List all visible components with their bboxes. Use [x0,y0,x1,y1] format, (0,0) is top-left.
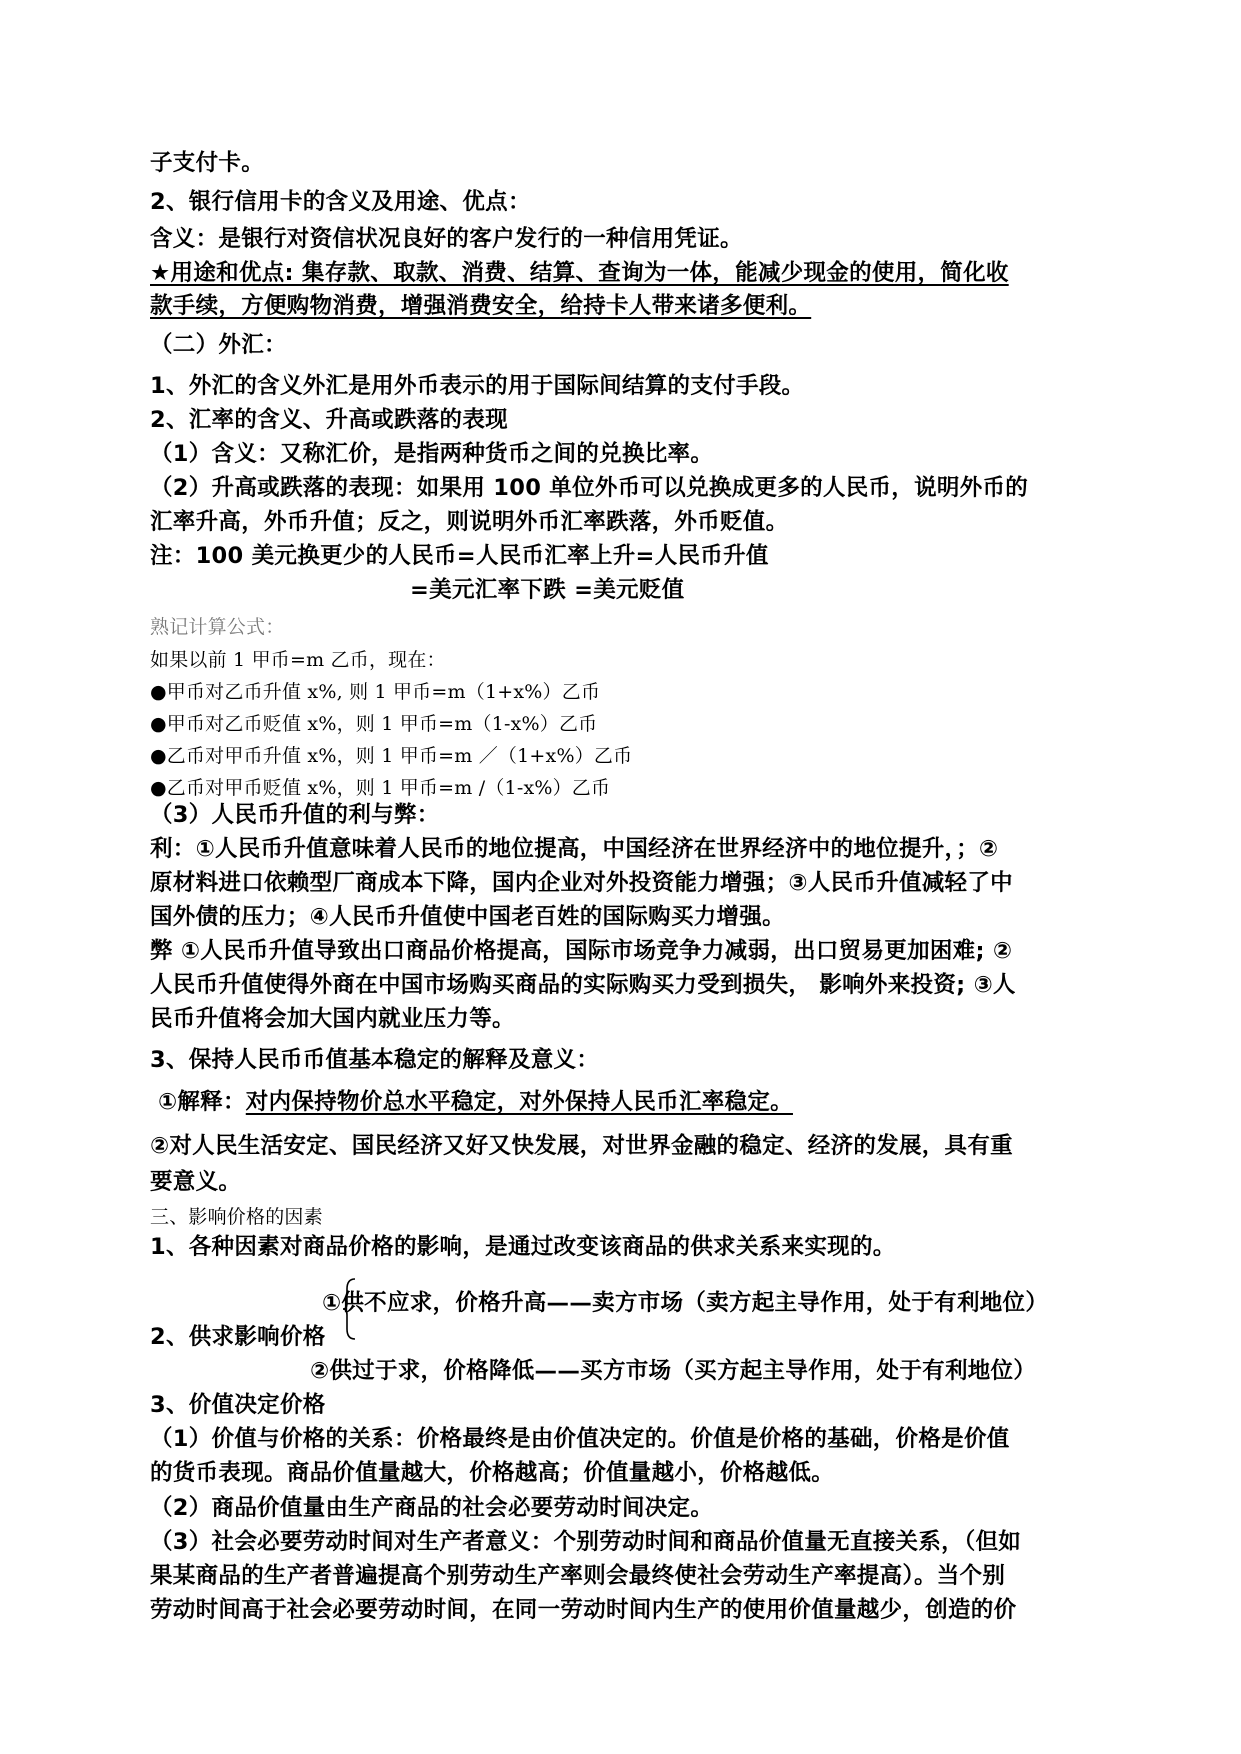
note-line: 注：100 美元换更少的人民币=人民币汇率上升=人民币升值 [150,543,769,569]
text-line: 要意义。 [150,1169,242,1195]
formula-heading: 熟记计算公式： [150,616,285,638]
text-line: 果某商品的生产者普遍提高个别劳动生产率则会最终使社会劳动生产率提高）。当个别 [150,1563,1006,1589]
text-line: 汇率升高，外币升值；反之，则说明外币汇率跌落，外币贬值。 [150,509,789,535]
formula-line: 如果以前 1 甲币=m 乙币，现在： [150,649,446,671]
section-heading-forex: （二）外汇： [150,332,287,358]
underlined-line: ★用途和优点: 集存款、取款、消费、结算、查询为一体，能减少现金的使用，简化收 [150,260,1009,286]
formula-line: ●乙币对甲币贬值 x%，则 1 甲币=m /（1-x%）乙币 [150,777,611,799]
text-line: （3）人民币升值的利与弊： [150,802,440,828]
heading-credit-card: 2、银行信用卡的含义及用途、优点： [150,189,531,215]
text-line: 国外债的压力；④人民币升值使中国老百姓的国际购买力增强。 [150,904,785,930]
text-line: 利：①人民币升值意味着人民币的地位提高，中国经济在世界经济中的地位提升，；② [150,836,999,862]
heading-value-price: 3、价值决定价格 [150,1392,326,1418]
text-line: 子支付卡。 [150,150,265,176]
formula-line: ●甲币对乙币升值 x%, 则 1 甲币=m（1+x%）乙币 [150,681,601,703]
heading-rmb-stability: 3、保持人民币币值基本稳定的解释及意义： [150,1047,600,1073]
text-line: （2）商品价值量由生产商品的社会必要劳动时间决定。 [150,1495,714,1521]
heading-exchange-rate: 2、汇率的含义、升高或跌落的表现 [150,407,508,433]
text-line: 劳动时间高于社会必要劳动时间，在同一劳动时间内生产的使用价值量越少，创造的价 [150,1597,1017,1623]
text-line: （2）升高或跌落的表现：如果用 100 单位外币可以兑换成更多的人民币，说明外币的 [150,475,1029,501]
text-line: 人民币升值使得外商在中国市场购买商品的实际购买力受到损失， 影响外来投资; ③人 [150,972,1016,998]
formula-line: ●甲币对乙币贬值 x%，则 1 甲币=m（1-x%）乙币 [150,713,598,735]
supply-demand-label: 2、供求影响价格 [150,1324,326,1350]
supply-demand-case-2: ②供过于求，价格降低——买方市场（买方起主导作用，处于有利地位） [310,1358,1037,1384]
text-line: （1）价值与价格的关系：价格最终是由价值决定的。价值是价格的基础，价格是价值 [150,1426,1010,1452]
note-line: =美元汇率下跌 =美元贬值 [410,577,685,603]
text-line: 含义：是银行对资信状况良好的客户发行的一种信用凭证。 [150,226,743,252]
text-line: 弊 ①人民币升值导致出口商品价格提高，国际市场竞争力减弱，出口贸易更加困难; ② [150,938,1013,964]
text-line: （1）含义：又称汇价，是指两种货币之间的兑换比率。 [150,441,714,467]
underlined-line: 款手续，方便购物消费，增强消费安全，给持卡人带来诸多便利。 [150,293,812,319]
explanation-underlined: 对内保持物价总水平稳定，对外保持人民币汇率稳定。 [245,1089,793,1115]
text-line: 的货币表现。商品价值量越大，价格越高；价值量越小，价格越低。 [150,1460,835,1486]
text-line: （3）社会必要劳动时间对生产者意义：个别劳动时间和商品价值量无直接关系，（但如 [150,1529,1022,1555]
text-line: 1、外汇的含义外汇是用外币表示的用于国际间结算的支付手段。 [150,373,805,399]
text-line: 1、各种因素对商品价格的影响，是通过改变该商品的供求关系来实现的。 [150,1234,896,1260]
text-line: 民币升值将会加大国内就业压力等。 [150,1006,515,1032]
section-heading-price-factors: 三、影响价格的因素 [150,1206,323,1228]
explanation-label: ①解释： [158,1089,246,1115]
curly-brace-icon [342,1277,358,1341]
supply-demand-case-1: ①供不应求，价格升高——卖方市场（卖方起主导作用，处于有利地位） [322,1290,1049,1316]
formula-line: ●乙币对甲币升值 x%，则 1 甲币=m ／（1+x%）乙币 [150,745,633,767]
text-line: ②对人民生活安定、国民经济又好又快发展，对世界金融的稳定、经济的发展，具有重 [150,1133,1013,1159]
explanation-line [158,1087,793,1117]
text-line: 原材料进口依赖型厂商成本下降，国内企业对外投资能力增强；③人民币升值减轻了中 [150,870,1013,896]
